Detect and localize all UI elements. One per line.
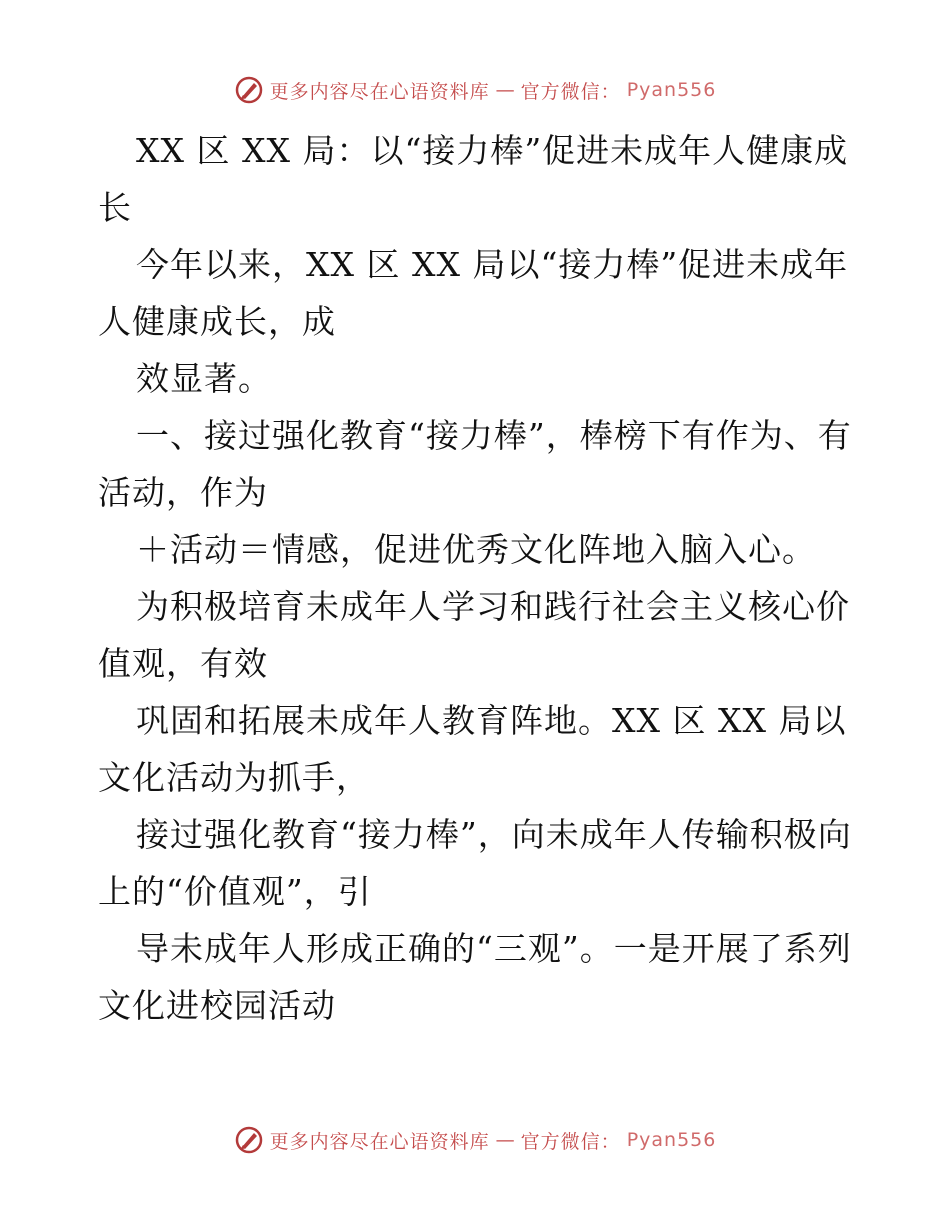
pen-logo-icon (234, 75, 264, 105)
footer-watermark (0, 1120, 950, 1160)
watermark-text: 更多内容尽在心语资料库 (269, 80, 490, 103)
pen-logo-icon (234, 1125, 264, 1155)
watermark-text: 更多内容尽在心语资料库 (269, 1130, 490, 1153)
paragraph: 导未成年人形成正确的“三观”。一是开展了系列文化进校园活动 (98, 929, 852, 1025)
watermark-suffix: 官方微信： (520, 80, 621, 103)
document-title: XX 区 XX 局：以“接力棒”促进未成年人健康成长 (98, 131, 849, 227)
paragraph: ＋活动＝情感，促进优秀文化阵地入脑入心。 (136, 530, 816, 569)
watermark-suffix: 官方微信： (520, 1130, 621, 1153)
section-heading: 一、接过强化教育“接力棒”，棒榜下有作为、有活动，作为 (98, 416, 852, 512)
watermark-account: Pyan556 (626, 1129, 717, 1151)
paragraph: 为积极培育未成年人学习和践行社会主义核心价值观，有效 (98, 587, 850, 683)
watermark-separator: — (495, 1129, 515, 1151)
watermark-account: Pyan556 (626, 79, 717, 101)
paragraph: 接过强化教育“接力棒”，向未成年人传输积极向上的“价值观”，引 (98, 815, 852, 911)
watermark-separator: — (495, 79, 515, 101)
header-watermark (0, 70, 950, 110)
document-body (98, 122, 858, 1034)
paragraph: 巩固和拓展未成年人教育阵地。XX 区 XX 局以文化活动为抓手， (98, 701, 847, 797)
paragraph: 效显著。 (136, 359, 272, 398)
paragraph: 今年以来，XX 区 XX 局以“接力棒”促进未成年人健康成长，成 (98, 245, 849, 341)
